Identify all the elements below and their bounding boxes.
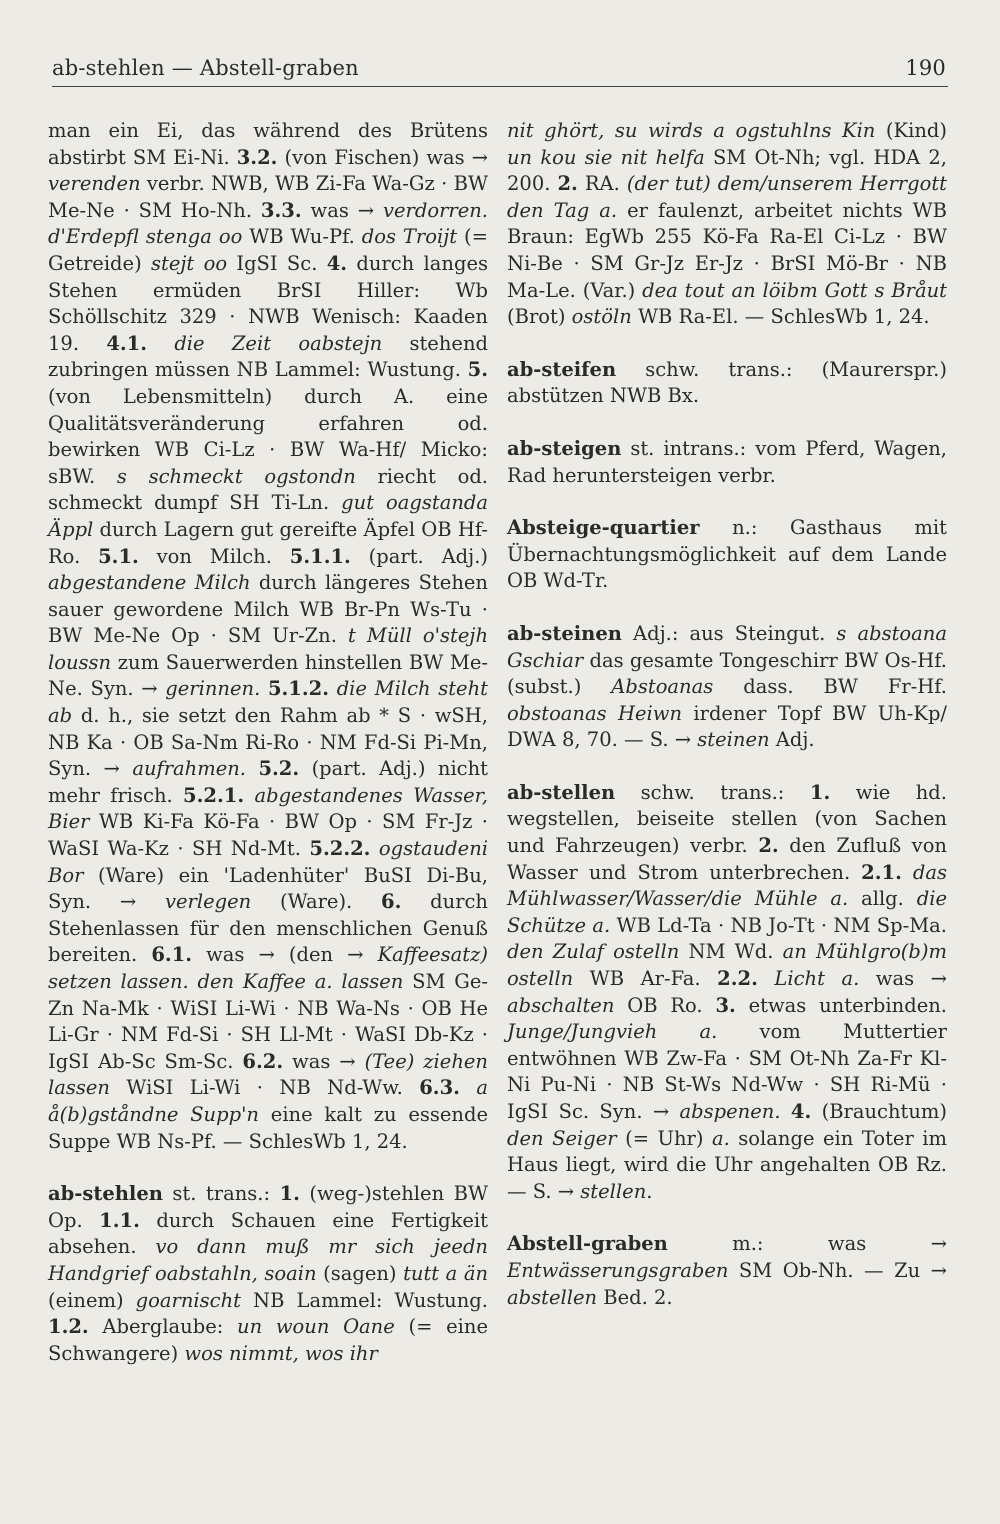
text-run: schw. trans.:: [615, 780, 810, 804]
dialect-example: Licht a.: [774, 967, 860, 991]
text-run: [758, 967, 775, 990]
dialect-example: abgestandene Milch: [48, 571, 251, 595]
text-run: verbr. NWB, WB Zi-Fa Wa-Gz · BW Me-Ne · SM Ho-Nh.: [48, 172, 488, 222]
text-run: WB Ar-Fa.: [573, 967, 718, 991]
text-run: WB Wu-Pf.: [242, 225, 362, 249]
dialect-example: die Zeit oabstejn: [174, 331, 383, 355]
entry-gap: [507, 410, 947, 436]
text-run: [244, 784, 254, 807]
dialect-example: un woun Oane: [237, 1315, 395, 1339]
dialect-example: tutt a än: [403, 1261, 489, 1285]
sense-number: 2.: [557, 172, 578, 196]
dictionary-entry: [507, 515, 947, 595]
dialect-example: gerinnen.: [165, 677, 261, 701]
right-column: [507, 118, 947, 1311]
dictionary-entry: [507, 1231, 947, 1311]
dictionary-entry: [507, 357, 947, 410]
dialect-example: Kaffeesatz) setzen lassen. den Kaffee a. lassen: [48, 943, 489, 993]
sense-number: 6.3.: [419, 1076, 460, 1100]
dialect-example: Entwässerungsgraben: [507, 1258, 729, 1282]
page-header: [52, 56, 948, 87]
text-run: WB Ra-El. — SchlesWb 1, 24.: [631, 305, 930, 329]
text-run: (Brot): [507, 305, 572, 329]
dialect-example: (der tut) dem/unserem Herrgott den Tag a.: [507, 172, 947, 222]
entry-headword: Absteige-quartier: [507, 516, 700, 540]
text-run: st. intrans.: vom Pferd, Wagen, Rad heruntersteigen verbr.: [507, 436, 947, 487]
text-run: stehend zubringen müssen NB Lammel: Wustung.: [48, 331, 488, 382]
sense-number: 2.2.: [717, 967, 758, 991]
entry-continuation: [48, 118, 488, 1155]
sense-number: 6.2.: [242, 1049, 284, 1073]
sense-number: 3.2.: [236, 145, 278, 169]
dialect-example: dos Troijt: [361, 225, 458, 249]
text-run: [329, 677, 337, 700]
entry-headword: ab-stellen: [507, 780, 616, 804]
text-run: SM Ob-Nh. — Zu →: [728, 1258, 947, 1282]
text-run: NM Wd.: [679, 940, 783, 964]
text-run: [460, 1076, 476, 1099]
text-run: allg.: [848, 887, 917, 911]
dialect-example: t Müll o'stejh loussn: [48, 624, 488, 674]
text-run: m.: was →: [667, 1232, 947, 1256]
text-run: Bed. 2.: [597, 1285, 673, 1309]
dialect-example: die Schütze a.: [507, 887, 947, 937]
sense-number: 5.1.: [98, 544, 139, 568]
dialect-example: abschalten: [507, 993, 615, 1017]
dialect-example: aufrahmen.: [132, 757, 247, 781]
text-run: [246, 757, 258, 780]
text-run: (von Fischen) was →: [277, 145, 488, 169]
text-run: (= Getreide): [48, 225, 488, 275]
text-run: zum Sauerwerden hinstellen BW Me-Ne. Syn. →: [48, 650, 488, 701]
entry-headword: ab-stehlen: [48, 1182, 163, 1206]
dialect-example: wos nimmt, wos ihr: [184, 1341, 378, 1365]
text-run: (Brauchtum): [811, 1100, 948, 1123]
text-run: (= Uhr): [616, 1126, 712, 1150]
text-run: (Ware).: [251, 890, 382, 914]
dialect-example: verenden: [48, 172, 141, 196]
text-run: man ein Ei, das während des Brütens abstirbt SM Ei-Ni.: [48, 119, 488, 169]
text-run: (part. Adj.) nicht mehr frisch.: [48, 757, 489, 807]
sense-number: 1.: [279, 1182, 300, 1206]
sense-number: 4.1.: [106, 331, 148, 355]
text-run: n.: Gasthaus mit Übernachtungsmöglichkeit auf dem Lande OB Wd-Tr.: [507, 516, 947, 593]
dialect-example: s abstoana Gschiar: [507, 621, 947, 672]
text-run: durch längeres Stehen sauer gewordene Milch WB Br-Pn Ws-Tu · BW Me-Ne Op · SM Ur-Zn.: [48, 571, 488, 648]
text-run: d. h., sie setzt den Rahm ab * S · wSH, NB Ka · OB Sa-Nm Ri-Ro · NM Fd-Si Pi-Mn, Syn. →: [48, 704, 488, 781]
text-run: st. trans.:: [162, 1182, 280, 1206]
text-run: was →: [283, 1049, 365, 1073]
entry-headword: ab-steifen: [507, 357, 617, 381]
sense-number: 5.1.2.: [267, 677, 330, 701]
dialect-example: ogstaudeni Bor: [48, 837, 488, 887]
sense-number: 2.1.: [861, 860, 902, 884]
sense-number: 6.: [381, 890, 402, 914]
text-run: (Kind): [875, 119, 947, 142]
dialect-example: (Tee) ziehen lassen: [48, 1049, 488, 1100]
dialect-example: an Mühlgro(b)m ostelln: [507, 940, 947, 991]
text-run: [370, 837, 378, 860]
entry-headword: ab-steinen: [507, 621, 622, 645]
text-run: durch langes Stehen ermüden BrSI Hiller: Wb Schöllschitz 329 · NWB Wenisch: Kaaden 19.: [48, 251, 488, 355]
dialect-example: Abstoanas: [611, 675, 714, 699]
text-run: von Milch.: [138, 544, 290, 568]
sense-number: 5.2.: [258, 757, 300, 781]
text-run: was → (den →: [192, 943, 378, 967]
entry-headword: ab-steigen: [507, 436, 622, 460]
dialect-example: s schmeckt ogstondn: [116, 464, 356, 488]
dialect-example: stellen.: [580, 1179, 653, 1203]
text-run: OB Ro.: [614, 993, 716, 1017]
text-run: durch Schauen eine Fertigkeit absehen.: [48, 1208, 488, 1259]
text-run: IgSI Sc.: [227, 251, 327, 275]
text-run: NB Lammel: Wustung.: [240, 1288, 488, 1312]
text-run: Adj.: [769, 728, 815, 752]
text-run: eine kalt zu essende Suppe WB Ns-Pf. — SchlesWb 1, 24.: [48, 1102, 488, 1153]
dialect-example: steinen: [697, 728, 770, 752]
dialect-example: un kou sie nit helfa: [507, 145, 705, 169]
entry-list: [507, 331, 947, 1311]
sense-number: 1.2.: [48, 1315, 89, 1339]
text-run: SM Ge-Zn Na-Mk · WiSI Li-Wi · NB Wa-Ns · OB He Li-Gr · NM Fd-Si · SH Ll-Mt · WaSI Db-Kz · IgSI Ab-Sc Sm-Sc.: [48, 970, 488, 1073]
dialect-example: obstoanas Heiwn: [507, 701, 683, 725]
left-column: [48, 118, 488, 1367]
text-run: das gesamte Tongeschirr BW Os-Hf. (subst.): [507, 648, 947, 699]
entry-headword: Abstell-graben: [507, 1232, 668, 1256]
entry-gap: [507, 489, 947, 515]
text-run: was →: [859, 967, 947, 991]
dialect-example: den Seiger: [507, 1126, 617, 1150]
entry-gap: [48, 1155, 488, 1181]
running-title: ab-stehlen — Abstell-graben: [52, 56, 359, 80]
page-number: 190: [905, 56, 946, 80]
dialect-example: abspenen.: [679, 1100, 781, 1123]
sense-number: 3.3.: [260, 198, 302, 222]
text-run: [781, 1100, 791, 1123]
dialect-example: gut oagstanda Äppl: [48, 491, 488, 541]
text-run: (= eine Schwangere): [48, 1315, 488, 1365]
dialect-example: dea tout an löibm Gott s Bråut: [642, 278, 947, 302]
sense-number: 3.: [715, 993, 736, 1017]
text-run: (einem): [48, 1288, 136, 1312]
text-run: WiSI Li-Wi · NB Nd-Ww.: [109, 1076, 420, 1100]
text-run: durch Lagern gut gereifte Äpfel OB Hf-Ro.: [48, 517, 488, 568]
text-run: WB Ki-Fa Kö-Fa · BW Op · SM Fr-Jz · WaSI Wa-Kz · SH Nd-Mt.: [48, 810, 488, 861]
text-run: solange ein Toter im Haus liegt, wird die Uhr angehalten OB Rz. — S. →: [507, 1126, 948, 1203]
text-run: [147, 332, 174, 355]
dialect-example: stejt oo: [151, 251, 228, 275]
text-run: [260, 677, 268, 700]
dialect-example: Junge/Jungvieh a.: [507, 1020, 718, 1044]
sense-number: 5.2.2.: [309, 837, 371, 861]
sense-number: 4.: [790, 1100, 812, 1123]
dialect-example: a å(b)gståndne Supp'n: [48, 1076, 488, 1126]
text-run: den Zufluß von Wasser und Strom unterbrechen.: [507, 834, 947, 884]
text-run: (sagen): [316, 1261, 404, 1285]
dialect-example: den Zulaf ostelln: [507, 940, 680, 964]
text-run: WB Ld-Ta · NB Jo-Tt · NM Sp-Ma.: [610, 913, 947, 937]
dialect-example: verlegen: [165, 890, 252, 914]
text-run: Adj.: aus Steingut.: [621, 621, 837, 645]
sense-number: 6.1.: [151, 943, 193, 967]
text-run: (von Lebensmitteln) durch A. eine Qualitätsveränderung erfahren od. bewirken WB Ci-Lz · BW Wa-Hf/ Micko: sBW.: [48, 384, 488, 488]
dictionary-entry: [507, 436, 947, 489]
entry-gap: [507, 1205, 947, 1231]
entry-list: [48, 1155, 488, 1367]
dialect-example: abgestandenes Wasser, Bier: [48, 783, 488, 834]
sense-number: 1.1.: [99, 1208, 140, 1232]
text-run: Aberglaube:: [88, 1315, 238, 1339]
dialect-example: abstellen: [507, 1285, 598, 1309]
text-run: durch Stehenlassen für den menschlichen Genuß bereiten.: [48, 890, 488, 967]
dictionary-entry: [507, 780, 947, 1206]
text-run: (part. Adj.): [350, 544, 488, 568]
text-run: irdener Topf BW Uh-Kp/ DWA 8, 70. — S. →: [507, 701, 947, 752]
text-run: vom Muttertier entwöhnen WB Zw-Fa · SM Ot-Nh Za-Fr Kl-Ni Pu-Ni · NB St-Ws Nd-Ww · SH Ri-Mü · IgSI Sc. Syn. →: [507, 1020, 948, 1123]
dialect-example: goarnischt: [135, 1288, 241, 1312]
dialect-example: nit ghört, su wirds a ogstuhlns Kin: [507, 119, 876, 142]
entry-gap: [507, 595, 947, 621]
sense-number: 1.: [809, 780, 831, 804]
sense-number: 5.: [467, 358, 488, 382]
dialect-example: verdorren. d'Erdepfl stenga oo: [48, 198, 489, 249]
sense-number: 5.1.1.: [289, 544, 351, 568]
text-run: er faulenzt, arbeitet nichts WB Braun: EgWb 255 Kö-Fa Ra-El Ci-Lz · BW Ni-Be · SM Gr-Jz Er-Jz · BrSI Mö-Br · NB Ma-Le. (Var.): [507, 198, 948, 302]
dialect-example: ostöln: [571, 305, 632, 329]
text-run: (weg-)stehlen BW Op.: [48, 1182, 488, 1232]
text-run: riecht od. schmeckt dumpf SH Ti-Ln.: [48, 464, 489, 515]
dialect-example: das Mühlwasser/Wasser/die Mühle a.: [507, 860, 947, 911]
text-run: SM Ot-Nh; vgl. HDA 2, 200.: [507, 145, 948, 196]
text-run: was →: [301, 198, 383, 222]
sense-number: 4.: [326, 251, 348, 275]
sense-number: 2.: [758, 834, 779, 858]
dictionary-entry: [48, 1181, 488, 1367]
text-run: dass. BW Fr-Hf.: [713, 675, 947, 699]
dialect-example: die Milch steht ab: [48, 677, 488, 728]
entry-continuation: [507, 118, 947, 331]
text-run: (Ware) ein 'Ladenhüter' BuSI Di-Bu, Syn. →: [48, 863, 488, 914]
text-run: RA.: [577, 172, 627, 196]
sense-number: 5.2.1.: [183, 783, 245, 807]
dictionary-entry: [507, 621, 947, 754]
entry-gap: [507, 754, 947, 780]
entry-gap: [507, 331, 947, 357]
text-run: wie hd. wegstellen, beiseite stellen (von Sachen und Fahrzeugen) verbr.: [507, 780, 947, 858]
dialect-example: a.: [711, 1126, 730, 1150]
text-run: etwas unterbinden.: [735, 993, 947, 1017]
text-run: schw. trans.: (Maurerspr.) abstützen NWB Bx.: [507, 357, 947, 408]
text-run: [902, 861, 913, 884]
dialect-example: vo dann muß mr sich jeedn Handgrief oabstahln, soain: [48, 1235, 488, 1285]
